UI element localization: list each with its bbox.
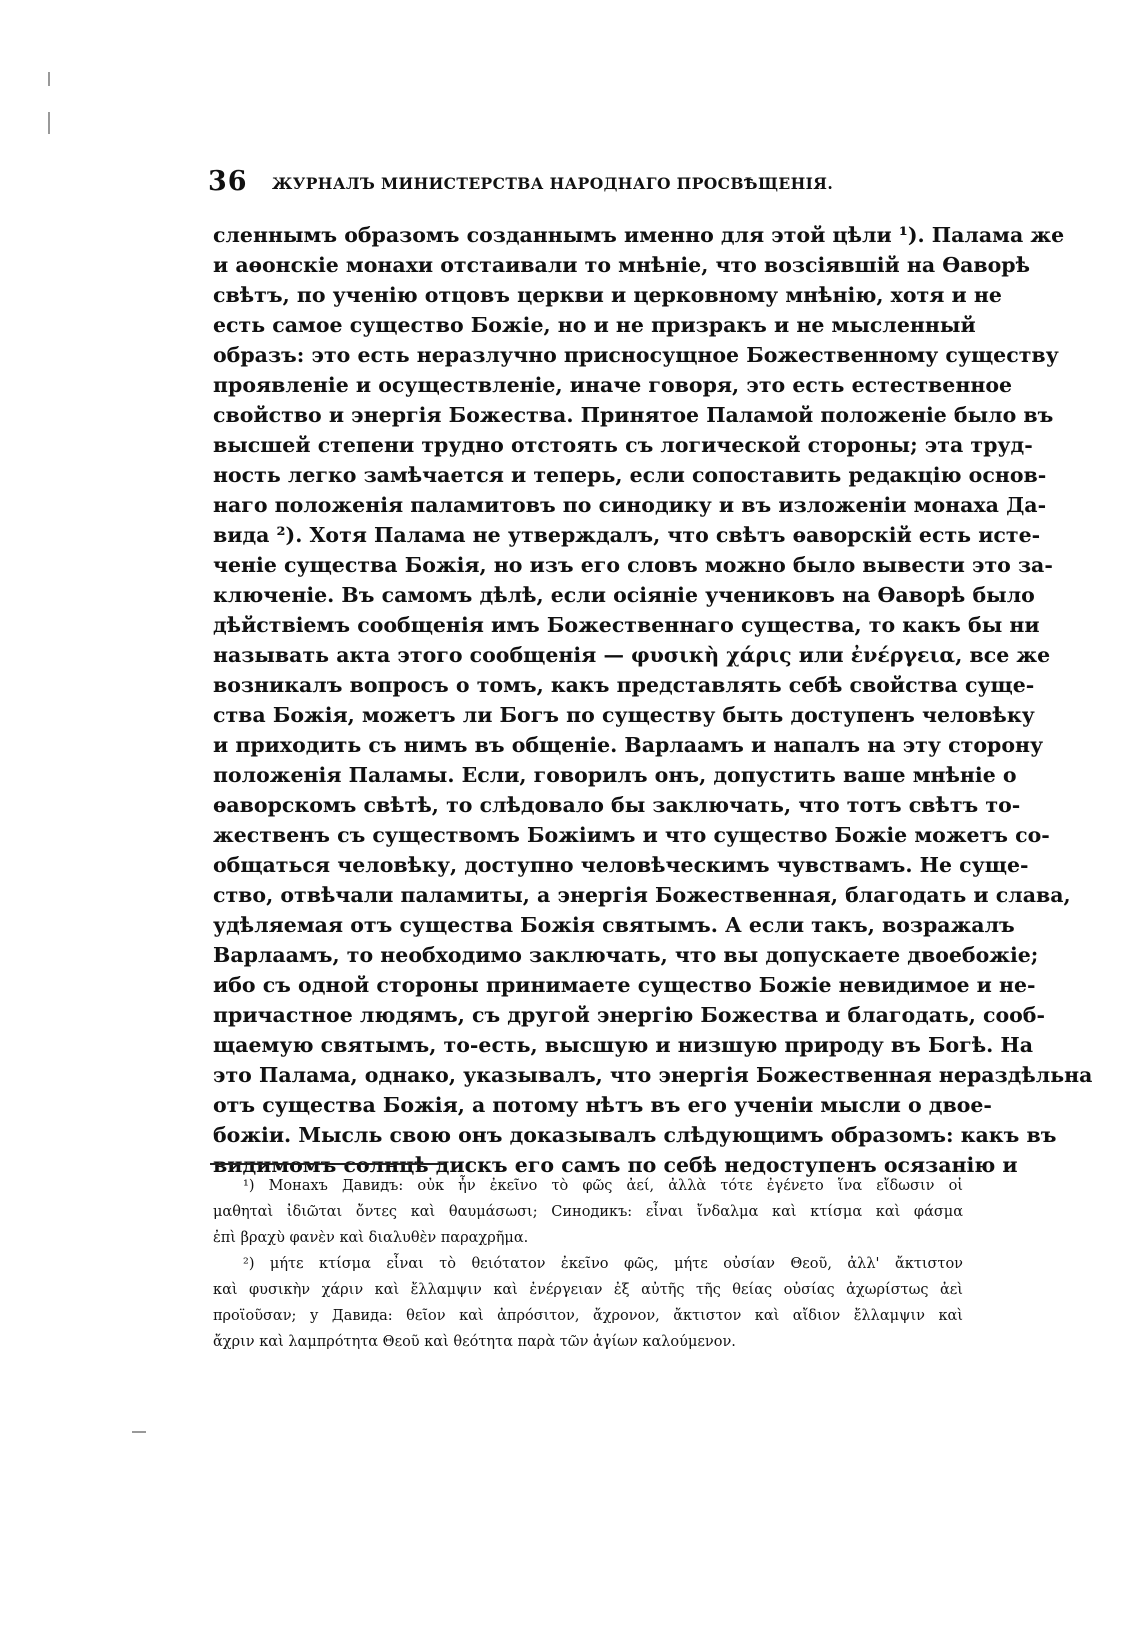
- footnote-line: ²) μήτε κτίσμα εἶναι τὸ θειότατον ἐκεῖνο φῶς, μήτε οὐσίαν Θεοῦ, ἀλλ' ἄκτιστον: [243, 1256, 963, 1272]
- text-line: и аѳонскіе монахи отстаивали то мнѣніе, что возсіявшій на Ѳаворѣ: [213, 253, 1031, 277]
- page-number: 36: [208, 166, 248, 197]
- text-line: это Палама, однако, указывалъ, что энергія Божественная нераздѣльна: [213, 1063, 1093, 1087]
- footnote-line: ἐπὶ βραχὺ φανὲν καὶ διαλυθὲν παραχρῆμα.: [213, 1230, 529, 1246]
- text-line: свѣтъ, по ученію отцовъ церкви и церковному мнѣнію, хотя и не: [213, 283, 1002, 307]
- running-title: ЖУРНАЛЪ МИНИСТЕРСТВА НАРОДНАГО ПРОСВѢЩЕНІЯ.: [272, 174, 834, 193]
- text-line: высшей степени трудно отстоять съ логической стороны; эта труд-: [213, 433, 1033, 457]
- text-line: проявленіе и осуществленіе, иначе говоря, это есть естественное: [213, 373, 1013, 397]
- page-header: [208, 166, 968, 206]
- text-line: ства Божія, можетъ ли Богъ по существу быть доступенъ человѣку: [213, 703, 1035, 727]
- scan-artifact-mark: [48, 112, 50, 134]
- footnote-line: ¹) Монахъ Давидъ: οὐκ ἦν ἐκεῖνο τὸ φῶς ἀεί, ἀλλὰ τότε ἐγένετο ἵνα εἴδωσιν οἱ: [243, 1178, 963, 1194]
- footnote-separator: [210, 1163, 445, 1165]
- text-line: и приходить съ нимъ въ общеніе. Варлаамъ и напалъ на эту сторону: [213, 733, 1044, 757]
- scan-artifact-mark: [132, 1431, 146, 1433]
- text-line: ность легко замѣчается и теперь, если сопоставить редакцію основ-: [213, 463, 1047, 487]
- text-line: Варлаамъ, то необходимо заключать, что вы допускаете двоебожіе;: [213, 943, 1039, 967]
- text-line: ключеніе. Въ самомъ дѣлѣ, если осіяніе учениковъ на Ѳаворѣ было: [213, 583, 1035, 607]
- footnote-line: προϊοῦσαν; у Давида: θεῖον καὶ ἀπρόσιτον, ἄχρονον, ἄκτιστον καὶ αἴδιον ἔλλαμψιν καὶ: [213, 1308, 963, 1324]
- text-line: божіи. Мысль свою онъ доказывалъ слѣдующимъ образомъ: какъ въ: [213, 1123, 1057, 1147]
- footnote-line: ἄχριν καὶ λαμπρότητα Θεοῦ καὶ θεότητα παρὰ τῶν ἁγίων καλούμενον.: [213, 1334, 736, 1350]
- text-line: удѣляемая отъ существа Божія святымъ. А если такъ, возражалъ: [213, 913, 1015, 937]
- text-line: жественъ съ существомъ Божіимъ и что существо Божіе можетъ со-: [213, 823, 1050, 847]
- text-line: ченіе существа Божія, но изъ его словъ можно было вывести это за-: [213, 553, 1053, 577]
- text-line: ѳаворскомъ свѣтѣ, то слѣдовало бы заключать, что тотъ свѣтъ то-: [213, 793, 1021, 817]
- footnote-1: [213, 1173, 963, 1251]
- body-text: [213, 220, 1093, 1180]
- footnote-line: καὶ φυσικὴν χάριν καὶ ἔλλαμψιν καὶ ἐνέργειαν ἐξ αὐτῆς τῆς θείας οὐσίας ἀχωρίστως ἀεὶ: [213, 1282, 963, 1298]
- text-line: называть акта этого сообщенія — φυσικὴ χάρις или ἐνέργεια, все же: [213, 643, 1051, 667]
- text-line: сленнымъ образомъ созданнымъ именно для этой цѣли ¹). Палама же: [213, 223, 1065, 247]
- text-line: ство, отвѣчали паламиты, а энергія Божественная, благодать и слава,: [213, 883, 1071, 907]
- text-line: свойство и энергія Божества. Принятое Паламой положеніе было въ: [213, 403, 1054, 427]
- text-line: наго положенія паламитовъ по синодику и въ изложеніи монаха Да-: [213, 493, 1047, 517]
- text-line: ибо съ одной стороны принимаете существо Божіе невидимое и не-: [213, 973, 1036, 997]
- text-line: отъ существа Божія, а потому нѣтъ въ его ученіи мысли о двое-: [213, 1093, 992, 1117]
- text-line: вида ²). Хотя Палама не утверждалъ, что свѣтъ ѳаворскій есть исте-: [213, 523, 1041, 547]
- text-line: причастное людямъ, съ другой энергію Божества и благодать, сооб-: [213, 1003, 1045, 1027]
- footnote-line: μαθηταὶ ἰδιῶται ὄντες καὶ θαυμάσωσι; Синодикъ: εἶναι ἴνδαλμα καὶ κτίσμα καὶ φάσμα: [213, 1204, 963, 1220]
- text-line: щаемую святымъ, то-есть, высшую и низшую природу въ Богѣ. На: [213, 1033, 1034, 1057]
- text-line: положенія Паламы. Если, говорилъ онъ, допустить ваше мнѣніе о: [213, 763, 1017, 787]
- text-line: есть самое существо Божіе, но и не призракъ и не мысленный: [213, 313, 976, 337]
- text-line: образъ: это есть неразлучно присносущное Божественному существу: [213, 343, 1059, 367]
- text-line: общаться человѣку, доступно человѣческимъ чувствамъ. Не суще-: [213, 853, 1029, 877]
- text-line: дѣйствіемъ сообщенія имъ Божественнаго существа, то какъ бы ни: [213, 613, 1040, 637]
- footnotes: [213, 1173, 963, 1355]
- text-line: возникалъ вопросъ о томъ, какъ представлять себѣ свойства суще-: [213, 673, 1035, 697]
- footnote-2: [213, 1251, 963, 1355]
- scan-artifact-mark: [48, 72, 50, 86]
- text-line: видимомъ солнцѣ дискъ его самъ по себѣ недоступенъ осязанію и: [213, 1153, 1018, 1177]
